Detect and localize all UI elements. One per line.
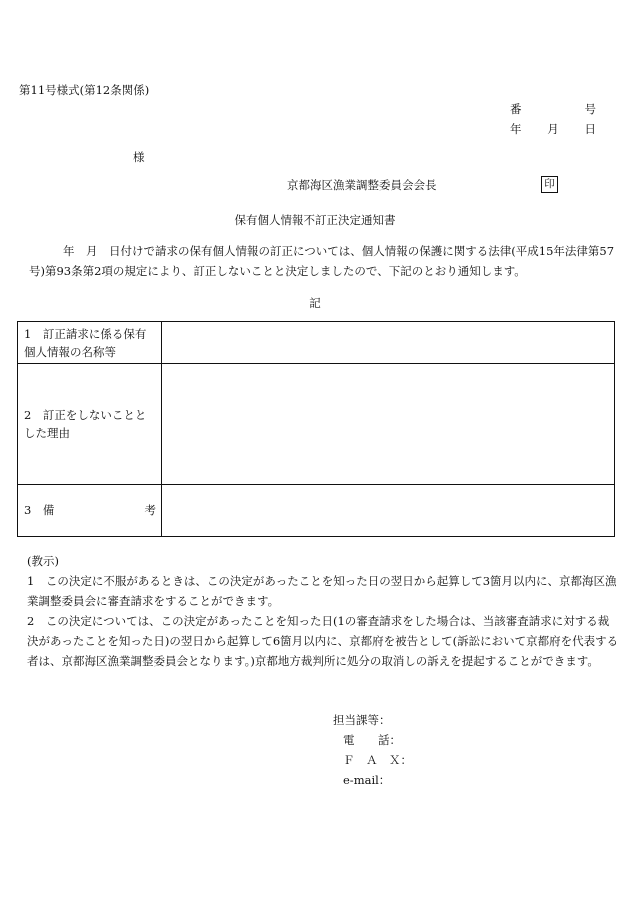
row1-label-cell <box>18 322 162 364</box>
row3-label-cell <box>18 485 162 537</box>
fax-label: Ｆ Ａ Ｘ： <box>343 753 412 767</box>
issuer-name: 京都海区漁業調整委員会会長 <box>287 178 437 192</box>
ban-label: 番 <box>510 102 522 116</box>
row1-label: 1 訂正請求に係る保有個人情報の名称等 <box>24 326 147 359</box>
date-row <box>510 121 596 138</box>
email-label: e-mail： <box>343 773 391 787</box>
go-label: 号 <box>584 102 596 116</box>
row2-label: 2 訂正をしないこととした理由 <box>24 408 147 440</box>
table-row <box>18 485 615 537</box>
row1-value-cell[interactable] <box>162 322 615 364</box>
body-paragraph: 年 月 日付けで請求の保有個人情報の訂正については、個人情報の保護に関する法律(平成15年法律第57号)第93条第2項の規定により、訂正しないことと決定しましたので、下記のとおり通知します。 <box>29 244 615 278</box>
row3-label-start: 3 備 <box>24 502 55 517</box>
section-label: 担当課等： <box>333 713 391 727</box>
table-row <box>18 364 615 485</box>
row2-value-cell[interactable] <box>162 364 615 485</box>
row3-value-cell[interactable] <box>162 485 615 537</box>
fax-row <box>333 750 412 770</box>
row3-label-end: 考 <box>144 502 156 517</box>
note-item-1: 1 この決定に不服があるときは、この決定があったことを知った日の翌日から起算して3箇月以内に、京都海区漁業調整委員会に審査請求をすることができます。 <box>27 574 617 608</box>
seal-stamp: 印 <box>541 176 558 193</box>
ki-heading: 記 <box>309 296 321 310</box>
document-title: 保有個人情報不訂正決定通知書 <box>234 213 396 227</box>
contact-block <box>333 710 412 790</box>
year-label: 年 <box>510 122 522 136</box>
phone-label-a: 電 <box>343 733 355 747</box>
details-table <box>17 321 615 537</box>
day-label: 日 <box>584 122 596 136</box>
addressee-suffix: 様 <box>133 150 145 164</box>
row2-label-cell <box>18 364 162 485</box>
table-row <box>18 322 615 364</box>
month-label: 月 <box>547 122 559 136</box>
row3-label <box>24 502 156 519</box>
form-number: 第11号様式(第12条関係) <box>19 83 150 97</box>
document-number-row <box>510 101 596 118</box>
notes-heading: (教示) <box>27 554 59 568</box>
note-item-2: 2 この決定については、この決定があったことを知った日(1の審査請求をした場合は、当該審査請求に対する裁決があったことを知った日)の翌日から起算して6箇月以内に、京都府を被告として(訴訟において京都府を代表する者は、京都海区漁業調整委員会となります。)京都地方裁判所に処分の取消しの訴えを提起することができます。 <box>27 614 619 668</box>
phone-label-b: 話： <box>378 733 401 747</box>
email-row <box>333 770 412 790</box>
phone-row <box>333 730 412 750</box>
notes-list <box>27 571 619 671</box>
